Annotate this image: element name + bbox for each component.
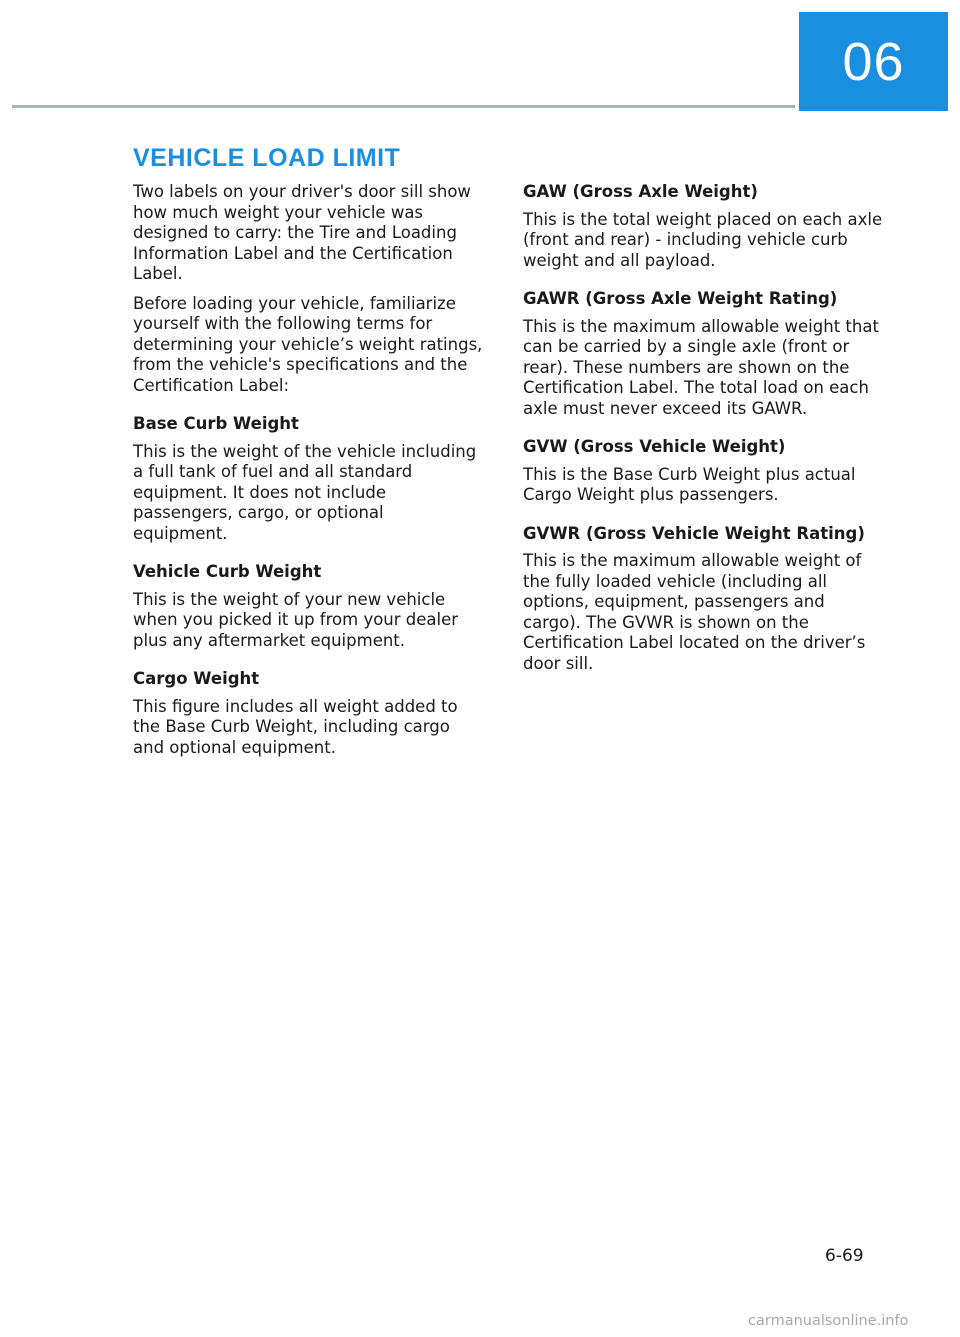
- term-title: Base Curb Weight: [133, 414, 299, 433]
- intro-paragraph: Two labels on your driver's door sill show how much weight your vehicle was designed to carry: the Tire and Loading Information Label and the Certification Label.: [133, 182, 471, 283]
- term-body: This is the maximum allowable weight that can be carried by a single axle (front or rear). These numbers are shown on the Certification Label. The total load on each axle must never exceed its GAWR.: [523, 316, 879, 418]
- term-title: Cargo Weight: [133, 669, 260, 688]
- term-body: This is the weight of your new vehicle when you picked it up from your dealer plus any aftermarket equipment.: [133, 589, 459, 650]
- term-title: GVWR (Gross Vehicle Weight Rating): [523, 523, 865, 543]
- right-column: [523, 182, 883, 683]
- term-body: This is the maximum allowable weight of the fully loaded vehicle (including all options, equipment, passengers and cargo). The GVWR is shown on the Certification Label located on the driver’s door sill.: [523, 551, 866, 673]
- term-title: GVW (Gross Vehicle Weight): [523, 437, 786, 456]
- intro-paragraph: Before loading your vehicle, familiarize yourself with the following terms for determining your vehicle’s weight ratings, from the vehicle's specifications and the Certification Label:: [133, 293, 483, 395]
- term-body: This figure includes all weight added to the Base Curb Weight, including cargo and optional equipment.: [133, 696, 458, 757]
- term-body: This is the Base Curb Weight plus actual Cargo Weight plus passengers.: [523, 464, 856, 504]
- term-body: This is the total weight placed on each axle (front and rear) - including vehicle curb weight and all payload.: [523, 209, 883, 270]
- header-rule: [12, 105, 795, 108]
- watermark: carmanualsonline.info: [748, 1313, 909, 1329]
- chapter-tab: 06: [799, 12, 948, 111]
- term-title: GAWR (Gross Axle Weight Rating): [523, 289, 838, 308]
- left-column: [133, 182, 483, 767]
- term-title: Vehicle Curb Weight: [133, 562, 322, 581]
- section-title: VEHICLE LOAD LIMIT: [133, 144, 401, 172]
- term-title: GAW (Gross Axle Weight): [523, 182, 758, 201]
- page-number: 6-69: [825, 1246, 864, 1266]
- term-body: This is the weight of the vehicle including a full tank of fuel and all standard equipment. It does not include passengers, cargo, or optional equipment.: [133, 441, 477, 543]
